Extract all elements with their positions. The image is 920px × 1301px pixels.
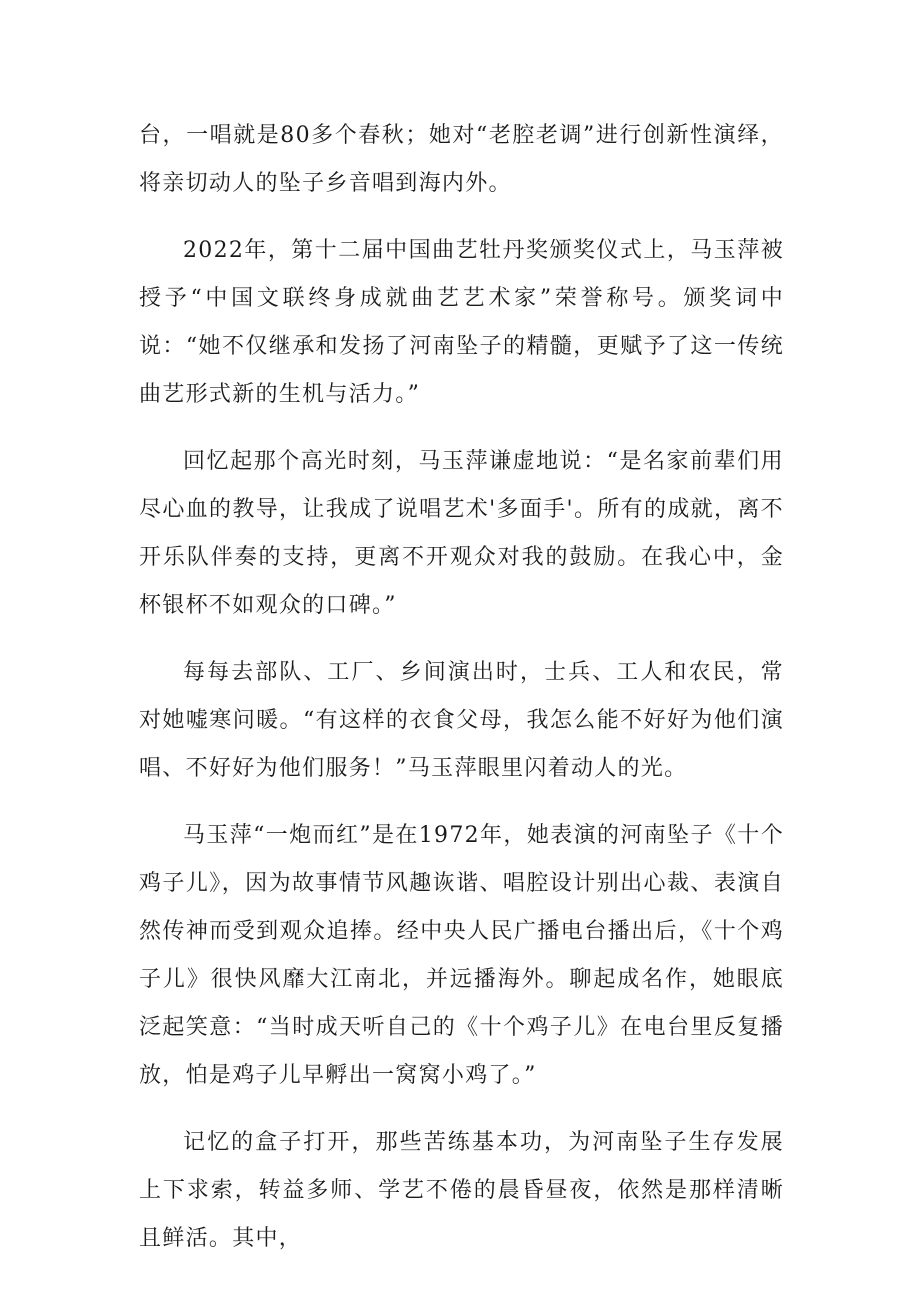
paragraph-1: 台，一唱就是80多个春秋；她对“老腔老调”进行创新性演绎，将亲切动人的坠子乡音唱到海内外。 — [139, 123, 784, 196]
paragraph-3: 回忆起那个高光时刻，马玉萍谦虚地说：“是名家前辈们用尽心血的教导，让我成了说唱艺术'多面手'。所有的成就，离不开乐队伴奏的支持，更离不开观众对我的鼓励。在我心中，金杯银杯不如观众的口碑。” — [139, 449, 784, 618]
paragraph-6: 记忆的盒子打开，那些苦练基本功，为河南坠子生存发展上下求索，转益多师、学艺不倦的晨昏昼夜，依然是那样清晰且鲜活。其中， — [139, 1130, 784, 1251]
paragraph-5: 马玉萍“一炮而红”是在1972年，她表演的河南坠子《十个鸡子儿》，因为故事情节风趣诙谐、唱腔设计别出心裁、表演自然传神而受到观众追捧。经中央人民广播电台播出后，《十个鸡子儿》很快风靡大江南北，并远播海外。聊起成名作，她眼底泛起笑意：“当时成天听自己的《十个鸡子儿》在电台里反复播放，怕是鸡子儿早孵出一窝窝小鸡了。” — [139, 823, 784, 1088]
paragraph-4: 每每去部队、工厂、乡间演出时，士兵、工人和农民，常对她嘘寒问暖。“有这样的衣食父母，我怎么能不好好为他们演唱、不好好为他们服务！”马玉萍眼里闪着动人的光。 — [139, 660, 784, 781]
paragraph-2: 2022年，第十二届中国曲艺牡丹奖颁奖仪式上，马玉萍被授予“中国文联终身成就曲艺艺术家”荣誉称号。颁奖词中说：“她不仅继承和发扬了河南坠子的精髓，更赋予了这一传统曲艺形式新的生机与活力。” — [139, 238, 784, 407]
article-body — [139, 112, 784, 1282]
